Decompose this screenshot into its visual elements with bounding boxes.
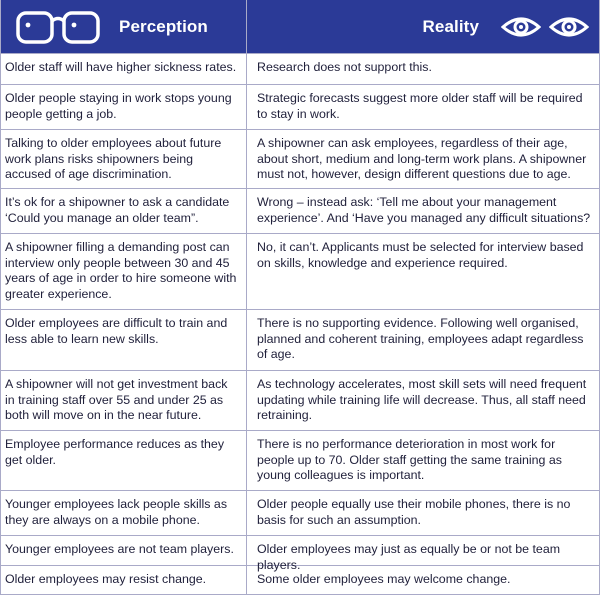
reality-cell [247, 189, 599, 233]
reality-cell [247, 371, 599, 430]
reality-cell [247, 234, 599, 309]
perception-text: Talking to older employees about future work plans risks shipowners being accused of age discrimination. [5, 136, 222, 182]
reality-cell [247, 54, 599, 84]
perception-cell [1, 491, 247, 535]
perception-cell [1, 371, 247, 430]
reality-text: As technology accelerates, most skill sets will need frequent updating while training life will decrease. Thus, all staff need retraining. [257, 377, 587, 423]
table-row [1, 430, 599, 490]
reality-text: Older people equally use their mobile phones, there is no basis for such an assumption. [257, 497, 571, 527]
reality-text: Research does not support this. [257, 60, 432, 74]
table-row [1, 535, 599, 572]
perception-text: A shipowner will not get investment back in training staff over 55 and under 25 as both will move on in the near future. [5, 377, 228, 423]
perception-text: Older people staying in work stops young people getting a job. [5, 91, 232, 121]
table-row [1, 188, 599, 233]
perception-text: Older staff will have higher sickness rates. [5, 60, 237, 74]
table-row [1, 309, 599, 370]
reality-text: There is no supporting evidence. Following well organised, planned and coherent training, employees adapt regardless of age. [257, 316, 584, 362]
table-row [1, 129, 599, 188]
reality-text: Strategic forecasts suggest more older staff will be required to stay in work. [257, 91, 583, 121]
perception-cell [1, 54, 247, 84]
reality-header [247, 0, 599, 53]
table-header [1, 0, 599, 53]
perception-cell [1, 536, 247, 565]
perception-text: A shipowner filling a demanding post can interview only people between 30 and 45 years of age in order to hire someone with greater experience. [5, 240, 237, 301]
perception-text: It’s ok for a shipowner to ask a candidate ‘Could you manage an older team”. [5, 195, 230, 225]
table-row [1, 370, 599, 430]
reality-text: Older employees may just as equally be or not be team players. [257, 542, 561, 572]
table-row [1, 53, 599, 84]
eye-icon [501, 15, 541, 39]
reality-cell [247, 431, 599, 490]
reality-text: A shipowner can ask employees, regardless of their age, about short, medium and long-term work plans. A shipowner must not, however, design different questions due to age. [257, 136, 587, 182]
reality-cell [247, 85, 599, 129]
perception-text: Older employees may resist change. [5, 572, 207, 586]
reality-text: Some older employees may welcome change. [257, 572, 511, 586]
table-row [1, 565, 599, 595]
perception-cell [1, 310, 247, 370]
glasses-icon [15, 9, 101, 45]
table-row [1, 84, 599, 129]
perception-label: Perception [119, 16, 208, 36]
reality-cell [247, 491, 599, 535]
table-row [1, 233, 599, 309]
perception-text: Older employees are difficult to train and less able to learn new skills. [5, 316, 228, 346]
table-row [1, 490, 599, 535]
reality-text: There is no performance deterioration in most work for people up to 70. Older staff getting the same training as young colleagues is important. [257, 437, 562, 483]
reality-text: No, it can’t. Applicants must be selected for interview based on skills, knowledge and experience required. [257, 240, 584, 270]
perception-text: Employee performance reduces as they get older. [5, 437, 225, 467]
perception-text: Younger employees lack people skills as they are always on a mobile phone. [5, 497, 228, 527]
eye-icon [549, 15, 589, 39]
reality-cell [247, 566, 599, 594]
perception-header [1, 0, 247, 53]
reality-cell [247, 310, 599, 370]
perception-cell [1, 431, 247, 490]
reality-label: Reality [422, 16, 479, 36]
perception-cell [1, 566, 247, 594]
reality-text: Wrong – instead ask: ‘Tell me about your management experience’. And ‘Have you managed any difficult situations? [257, 195, 591, 225]
perception-cell [1, 130, 247, 188]
reality-cell [247, 130, 599, 188]
perception-cell [1, 189, 247, 233]
reality-cell [247, 536, 599, 572]
perception-text: Younger employees are not team players. [5, 542, 234, 556]
perception-cell [1, 234, 247, 309]
perception-cell [1, 85, 247, 129]
